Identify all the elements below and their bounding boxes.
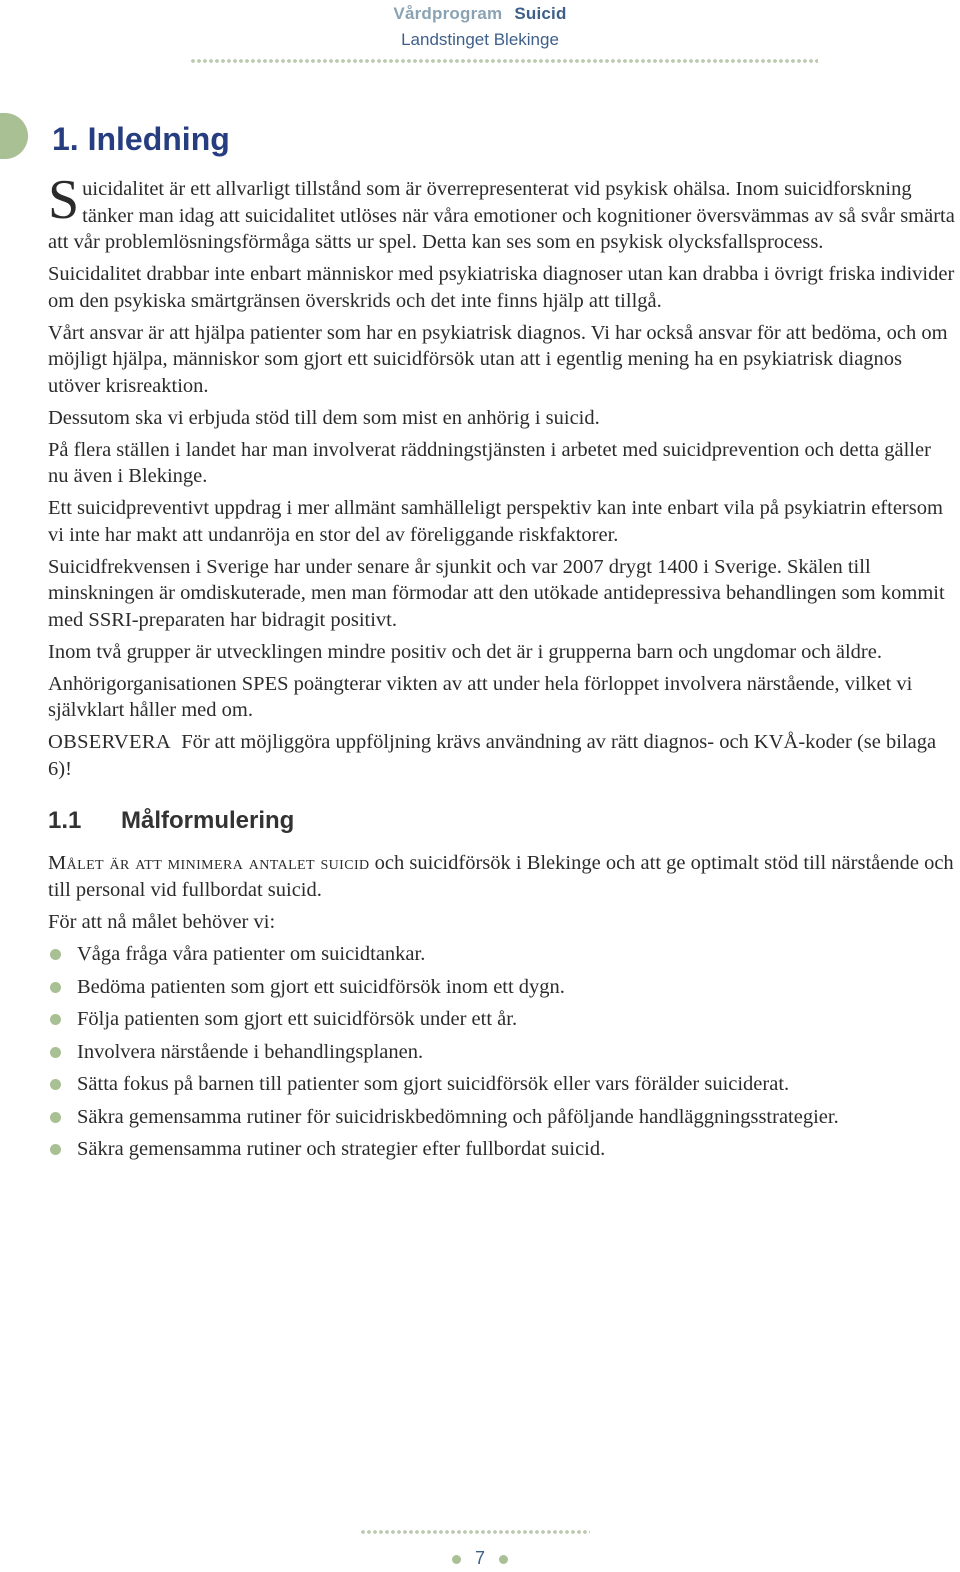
paragraph: Dessutom ska vi erbjuda stöd till dem som mist en anhörig i suicid. [48, 406, 600, 429]
list-item-text: Bedöma patienten som gjort ett suicidförsök inom ett dygn. [77, 975, 565, 998]
list-item-text: Involvera närstående i behandlingsplanen. [77, 1040, 424, 1063]
list-item [48, 1136, 956, 1163]
paragraph-intro [48, 169, 956, 256]
bullet-icon [50, 1112, 61, 1123]
header-program: Vårdprogram [393, 4, 503, 23]
page-header [0, 4, 960, 52]
goal-paragraph [48, 850, 956, 903]
goal-smallcaps: Målet är att minimera antalet suicid [48, 852, 370, 874]
list-item-text: Säkra gemensamma rutiner för suicidriskbedömning och påföljande handläggningsstrategier. [77, 1105, 839, 1128]
paragraph: Inom två grupper är utvecklingen mindre positiv och det är i grupperna barn och ungdomar och äldre. [48, 640, 882, 663]
list-item-text: Våga fråga våra patienter om suicidtankar. [77, 943, 426, 965]
list-item-text: Följa patienten som gjort ett suicidförsök under ett år. [77, 1008, 518, 1030]
list-item [48, 941, 956, 968]
goal-list [48, 941, 956, 1163]
subsection-number: 1.1 [48, 807, 82, 834]
goal-text: och suicidförsök i Blekinge och att ge optimalt stöd till närstående och till personal vid fullbordat suicid. [48, 852, 954, 901]
page-number: 7 [474, 1548, 485, 1568]
section-marker-icon [0, 113, 28, 159]
page-footer [0, 1546, 960, 1570]
document-body [48, 169, 956, 1169]
observera-note [48, 729, 956, 782]
goal-intro: För att nå målet behöver vi: [48, 911, 276, 933]
list-item [48, 1071, 956, 1098]
list-item-text: Sätta fokus på barnen till patienter som gjort suicidförsök eller vars förälder suiciderat. [77, 1073, 790, 1095]
list-item-text: Säkra gemensamma rutiner och strategier efter fullbordat suicid. [77, 1138, 606, 1160]
paragraph: Ett suicidpreventivt uppdrag i mer allmänt samhälleligt perspektiv kan inte enbart vila på psykiatrin eftersom vi inte har makt att undanröja en stor del av föreliggande riskfaktorer. [48, 497, 943, 546]
paragraph: På flera ställen i landet har man involverat räddningstjänsten i arbetet med suicidprevention och detta gäller nu även i Blekinge. [48, 438, 931, 487]
footer-dotted-divider [360, 1529, 590, 1535]
list-item [48, 1006, 956, 1033]
header-dotted-divider [190, 58, 818, 64]
observera-text: För att möjliggöra uppföljning krävs användning av rätt diagnos- och KVÅ-koder (se bilaga 6)! [48, 731, 937, 780]
bullet-icon [50, 1079, 61, 1090]
footer-dot-icon [452, 1555, 461, 1564]
subsection-title-text: Målformulering [121, 807, 295, 834]
observera-label: OBSERVERA [48, 731, 171, 753]
footer-dot-icon [499, 1555, 508, 1564]
bullet-icon [50, 1144, 61, 1155]
header-title [0, 4, 960, 24]
section-title: 1. Inledning [52, 121, 230, 157]
paragraph-intro-text: uicidalitet är ett allvarligt tillstånd som är överrepresenterat vid psykisk ohälsa. Inom suicidforskning tänker man idag att suicidalitet utlöses när våra emotioner och kognitioner översvämmas av så svår smärta att vår problemlösningsförmåga sätts ur spel. Detta kan ses som en psykisk olycksfallsprocess. [48, 178, 955, 253]
paragraph: Suicidfrekvensen i Sverige har under senare år sjunkit och var 2007 drygt 1400 i Sverige. Skälen till minskningen är omdiskuterade, men man förmodar att den utökade antidepressiva behandlingen som kommit med SSRI-preparaten har bidragit positivt. [48, 555, 945, 631]
bullet-icon [50, 1014, 61, 1025]
header-topic: Suicid [514, 4, 567, 23]
paragraph: Suicidalitet drabbar inte enbart människor med psykiatriska diagnoser utan kan drabba i övrigt friska individer om den psykiska smärtgränsen överskrids och det inte finns hjälp att tillgå. [48, 263, 955, 312]
list-item [48, 1104, 956, 1131]
bullet-icon [50, 1047, 61, 1058]
list-item [48, 974, 956, 1001]
bullet-icon [50, 949, 61, 960]
paragraph: Vårt ansvar är att hjälpa patienter som har en psykiatrisk diagnos. Vi har också ansvar för att bedöma, och om möjligt hjälpa, människor som gjort ett suicidförsök utan att i egentlig mening ha en psykiatrisk diagnos utöver krisreaktion. [48, 321, 948, 397]
list-item [48, 1039, 956, 1066]
subsection-title [48, 806, 956, 836]
drop-cap: S [48, 169, 80, 231]
bullet-icon [50, 982, 61, 993]
header-organization: Landstinget Blekinge [401, 30, 559, 49]
paragraph: Anhörigorganisationen SPES poängterar vikten av att under hela förloppet involvera närstående, vilket vi självklart håller med om. [48, 672, 913, 721]
